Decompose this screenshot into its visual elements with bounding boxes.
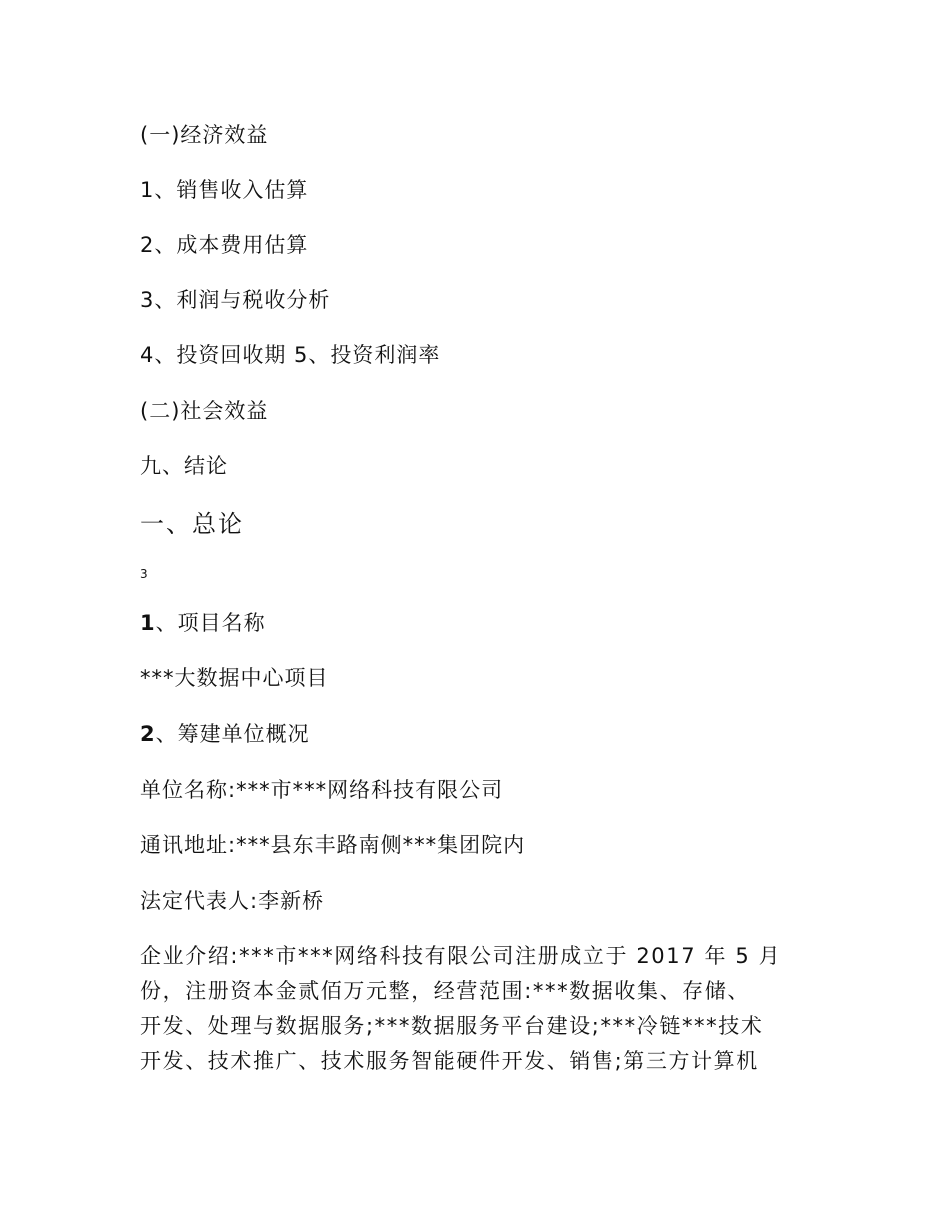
- unit-overview-heading-text: 、筹建单位概况: [155, 722, 310, 746]
- unit-overview-heading-number: 2: [140, 722, 156, 746]
- project-name-heading-text: 、项目名称: [155, 611, 266, 635]
- toc-item-payback-roi: 4、投资回收期 5、投资利润率: [140, 343, 441, 367]
- company-intro-paragraph: [140, 939, 820, 1079]
- toc-item-profit-tax: 3、利润与税收分析: [140, 288, 331, 312]
- mailing-address: 通讯地址:***县东丰路南侧***集团院内: [140, 833, 526, 857]
- unit-overview-heading: [140, 720, 310, 748]
- toc-item-cost-estimate: 2、成本费用估算: [140, 233, 309, 257]
- page-number: 3: [140, 567, 148, 581]
- company-intro-line: 开发、处理与数据服务;***数据服务平台建设;***冷链***技术: [140, 1014, 764, 1038]
- toc-item-sales-revenue: 1、销售收入估算: [140, 178, 309, 202]
- project-name-heading: [140, 609, 266, 637]
- legal-representative: 法定代表人:李新桥: [140, 889, 325, 913]
- toc-item-social-benefits: (二)社会效益: [140, 399, 269, 423]
- company-intro-line: 企业介绍:***市***网络科技有限公司注册成立于 2017 年 5 月: [140, 944, 782, 968]
- project-name-value: ***大数据中心项目: [140, 666, 329, 690]
- company-intro-line: 份，注册资本金贰佰万元整，经营范围:***数据收集、存储、: [140, 979, 750, 1003]
- company-intro-line: 开发、技术推广、技术服务智能硬件开发、销售;第三方计算机: [140, 1049, 759, 1073]
- toc-item-conclusion: 九、结论: [140, 454, 228, 478]
- section-title: 一、总论: [140, 510, 244, 538]
- toc-item-economic-benefits: (一)经济效益: [140, 123, 269, 147]
- project-name-heading-number: 1: [140, 611, 156, 635]
- unit-name: 单位名称:***市***网络科技有限公司: [140, 778, 504, 802]
